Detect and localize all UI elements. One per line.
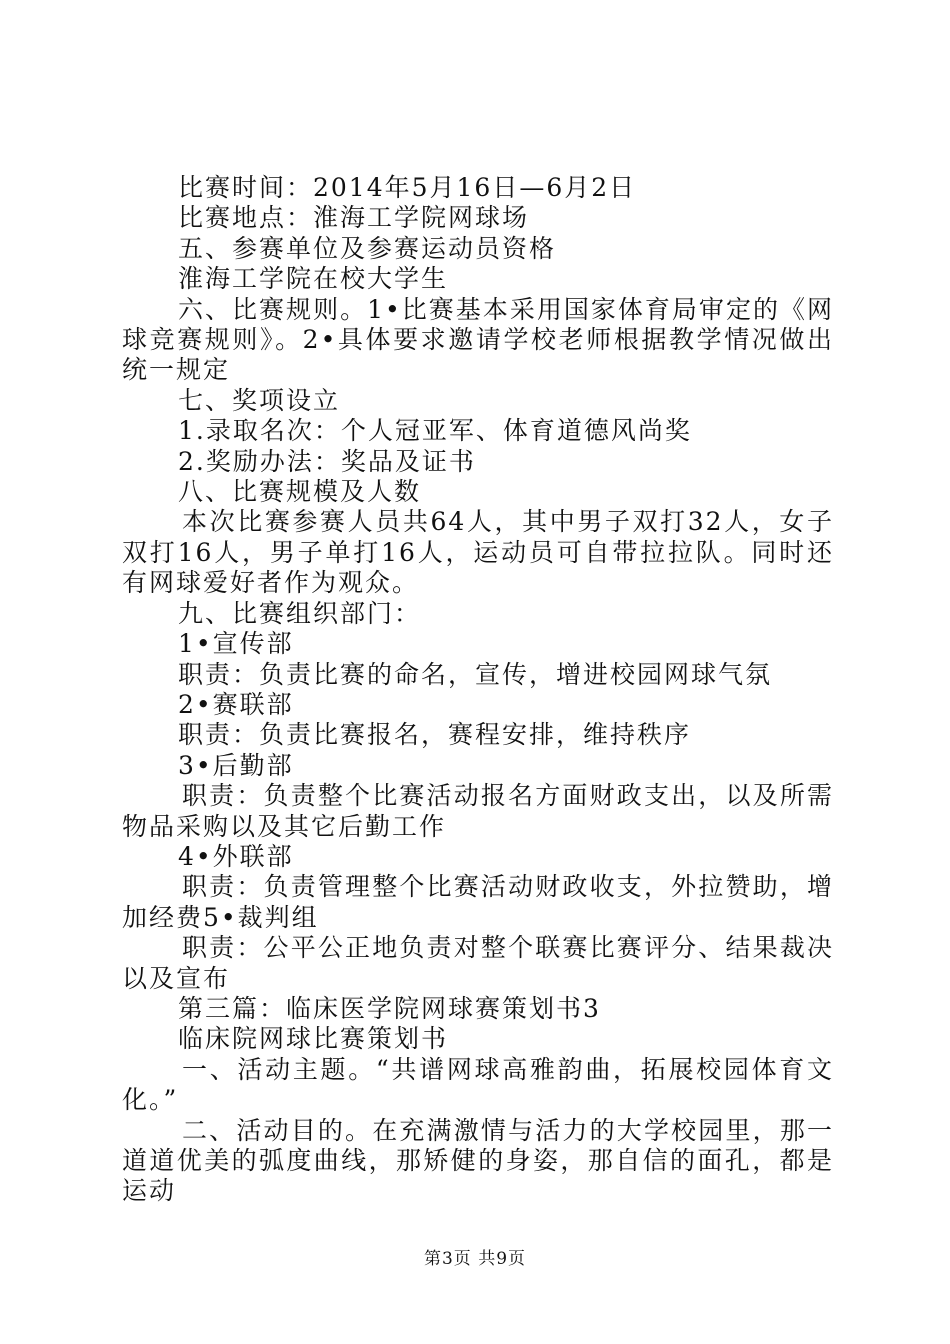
paragraph: 1.录取名次：个人冠亚军、体育道德风尚奖 [178, 416, 692, 446]
paragraph: 八、比赛规模及人数 [178, 477, 422, 507]
document-body [122, 173, 834, 1207]
paragraph: 二、活动目的。在充满激情与活力的大学校园里，那一道道优美的弧度曲线，那矫健的身姿，那自信的面孔，都是运动 [122, 1115, 834, 1206]
paragraph: 4•外联部 [178, 841, 294, 871]
paragraph: 3•后勤部 [178, 750, 294, 780]
paragraph: 第三篇：临床医学院网球赛策划书3 [178, 993, 601, 1023]
paragraph: 六、比赛规则。1•比赛基本采用国家体育局审定的《网球竞赛规则》。2•具体要求邀请学校老师根据教学情况做出统一规定 [122, 294, 834, 385]
paragraph: 2•赛联部 [178, 689, 294, 719]
paragraph: 比赛时间：2014年5月16日—6月2日 [178, 173, 637, 202]
page-number-footer: 第3页 共9页 [423, 1249, 527, 1269]
paragraph: 淮海工学院在校大学生 [178, 264, 449, 294]
paragraph: 1•宣传部 [178, 629, 294, 659]
paragraph: 一、活动主题。“共谱网球高雅韵曲，拓展校园体育文化。” [122, 1054, 834, 1115]
paragraph: 九、比赛组织部门： [178, 598, 422, 628]
paragraph: 本次比赛参赛人员共64人，其中男子双打32人，女子双打16人，男子单打16人，运动员可自带拉拉队。同时还有网球爱好者作为观众。 [122, 507, 834, 598]
paragraph: 2.奖励办法：奖品及证书 [178, 446, 476, 476]
paragraph: 职责：负责比赛报名，赛程安排，维持秩序 [178, 720, 692, 750]
paragraph: 职责：负责管理整个比赛活动财政收支，外拉赞助，增加经费5•裁判组 [122, 872, 834, 932]
paragraph: 比赛地点：淮海工学院网球场 [178, 203, 530, 233]
paragraph: 七、奖项设立 [178, 385, 341, 415]
paragraph: 五、参赛单位及参赛运动员资格 [178, 233, 557, 263]
paragraph: 职责：负责整个比赛活动报名方面财政支出，以及所需物品采购以及其它后勤工作 [122, 781, 834, 841]
paragraph: 职责：公平公正地负责对整个联赛比赛评分、结果裁决以及宣布 [122, 933, 834, 993]
paragraph: 临床院网球比赛策划书 [178, 1024, 449, 1054]
paragraph: 职责：负责比赛的命名，宣传，增进校园网球气氛 [178, 659, 773, 689]
